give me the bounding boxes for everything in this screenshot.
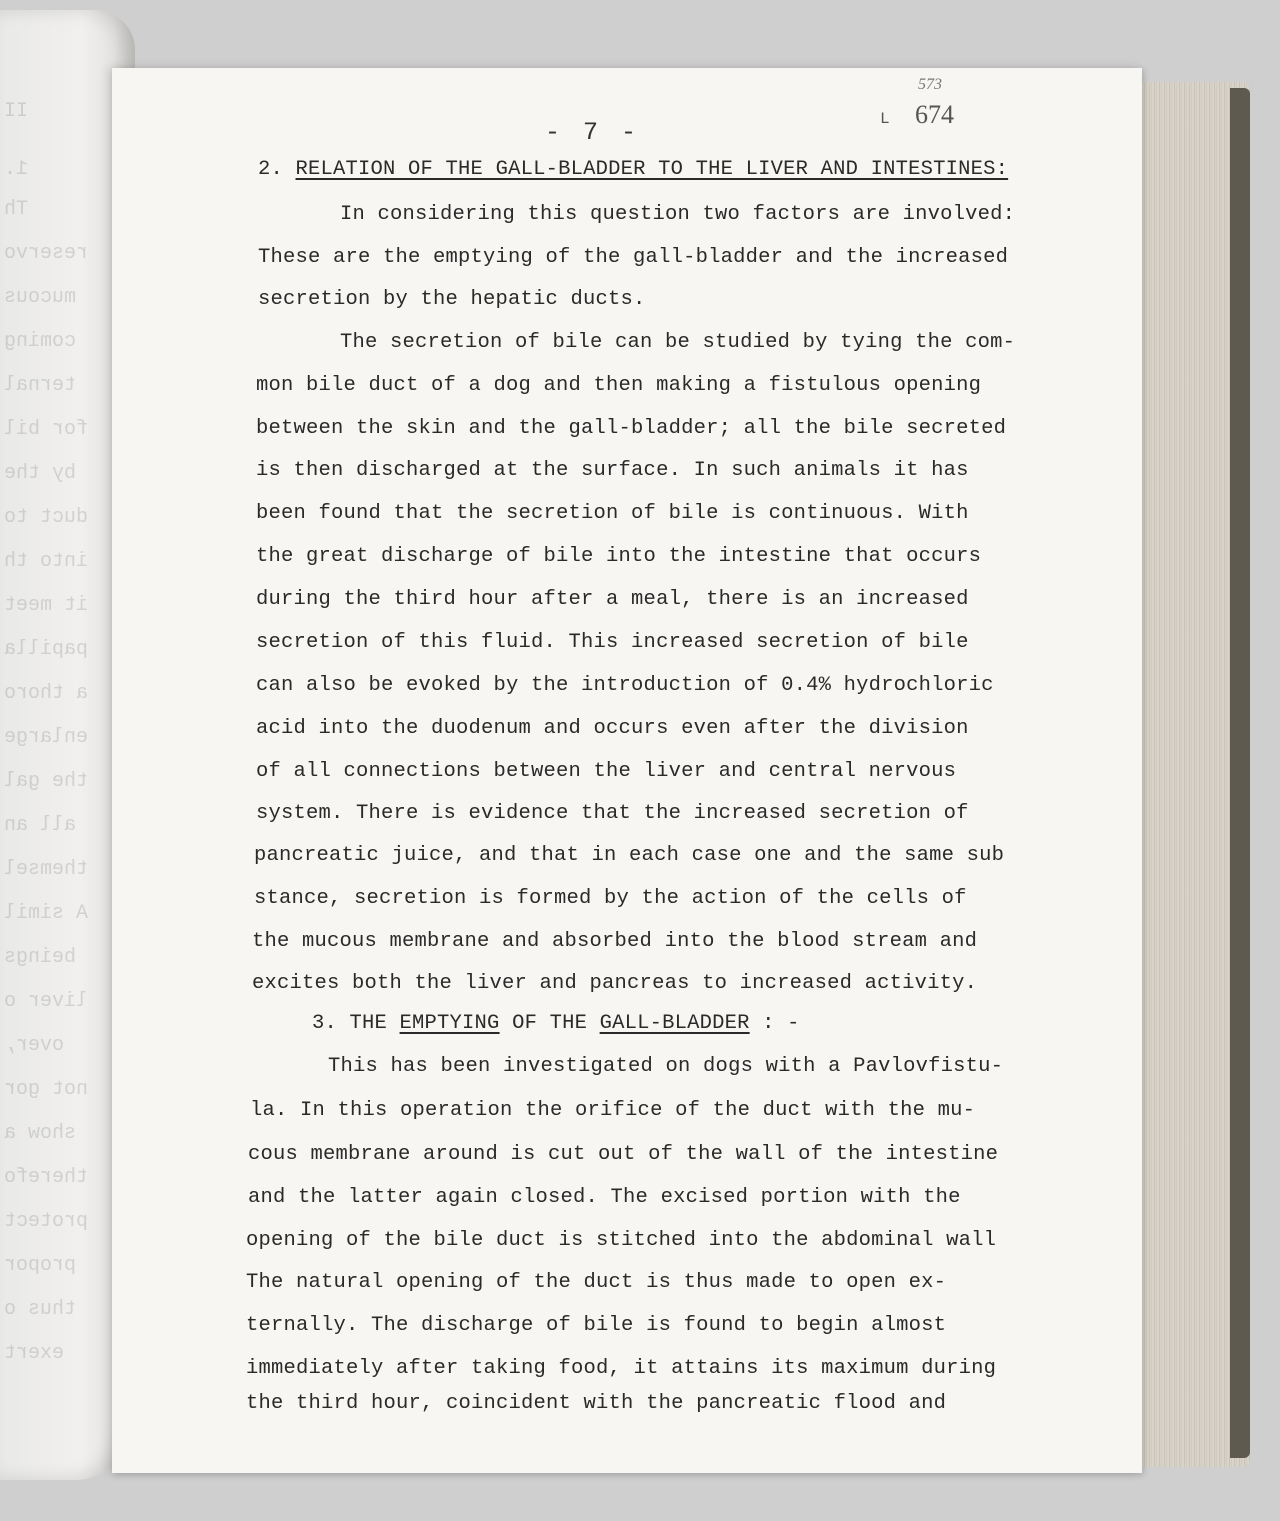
body-line: immediately after taking food, it attains its maximum during [246, 1357, 997, 1380]
body-line: These are the emptying of the gall-bladder and the increased [258, 246, 1009, 269]
body-line: cous membrane around is cut out of the wall of the intestine [248, 1143, 999, 1166]
ghost-text-line: a thoro [4, 682, 89, 705]
page-number: - 7 - [545, 118, 641, 147]
ghost-text-line: reservo [4, 242, 89, 265]
ghost-text-line: thus o [4, 1298, 77, 1321]
ghost-text-line: papilla [4, 638, 89, 661]
section-2-title: RELATION OF THE GALL-BLADDER TO THE LIVER AND INTESTINES: [295, 158, 1009, 181]
ghost-text-line: therefo [4, 1166, 89, 1189]
ghost-text-line: into th [4, 550, 89, 573]
body-line: can also be evoked by the introduction of 0.4% hydrochloric [256, 674, 994, 697]
ghost-text-line: beings [4, 946, 77, 969]
ghost-text-line: show a [4, 1122, 77, 1145]
ghost-text-line: not gor [4, 1078, 89, 1101]
body-line: mon bile duct of a dog and then making a fistulous opening [256, 374, 982, 397]
body-line: secretion of this fluid. This increased secretion of bile [256, 631, 969, 654]
ghost-text-line: protect [4, 1210, 89, 1233]
section-3-title-part: THE [349, 1012, 400, 1035]
ghost-text-line: duct to [4, 506, 89, 529]
ghost-text-line: coming [4, 330, 77, 353]
body-line: In considering this question two factors are involved: [340, 203, 1016, 226]
folio-pencil-note: 573 [918, 76, 942, 93]
body-line: la. In this operation the orifice of the duct with the mu- [250, 1099, 976, 1122]
ghost-text-line: liver o [4, 990, 89, 1013]
body-line: been found that the secretion of bile is continuous. With [256, 502, 969, 525]
body-line: The natural opening of the duct is thus made to open ex- [246, 1271, 947, 1294]
ghost-text-line: 1. [4, 158, 29, 181]
ghost-text-line: themsel [4, 858, 89, 881]
ghost-text-line: all an [4, 814, 77, 837]
ghost-text-line: it meet [4, 594, 89, 617]
body-line: This has been investigated on dogs with a Pavlovfistu- [328, 1055, 1004, 1078]
body-line: secretion by the hepatic ducts. [258, 288, 646, 311]
body-line: excites both the liver and pancreas to increased activity. [252, 972, 978, 995]
folio-number: 674 [915, 100, 954, 129]
ghost-text-line: enlarge [4, 726, 89, 749]
ghost-text-line: over, [4, 1034, 65, 1057]
ghost-text-line: Th [4, 198, 29, 221]
section-2-number: 2. [258, 158, 284, 181]
ghost-text-line: A simil [4, 902, 89, 925]
body-line: the mucous membrane and absorbed into the blood stream and [252, 930, 978, 953]
body-line: during the third hour after a meal, there is an increased [256, 588, 969, 611]
body-line: opening of the bile duct is stitched into the abdominal wall [246, 1229, 997, 1252]
body-line: The secretion of bile can be studied by tying the com- [340, 331, 1016, 354]
ghost-text-line: propor [4, 1254, 77, 1277]
ghost-text-line: exert [4, 1342, 65, 1365]
body-line: is then discharged at the surface. In such animals it has [256, 459, 969, 482]
section-3-title-underlined: EMPTYING [399, 1012, 500, 1035]
section-3-title-underlined: GALL-BLADDER [599, 1012, 750, 1035]
body-line: the great discharge of bile into the intestine that occurs [256, 545, 982, 568]
body-line: system. There is evidence that the increased secretion of [256, 802, 969, 825]
body-line: ternally. The discharge of bile is found to begin almost [246, 1314, 947, 1337]
ghost-text-line: II [4, 100, 29, 123]
body-line: and the latter again closed. The excised portion with the [248, 1186, 961, 1209]
section-3-heading [312, 1012, 800, 1035]
book-cover-edge [1230, 88, 1250, 1458]
body-line: acid into the duodenum and occurs even after the division [256, 717, 969, 740]
section-3-title-part: OF THE [499, 1012, 600, 1035]
ghost-text-line: the gal [4, 770, 89, 793]
body-line: between the skin and the gall-bladder; all the bile secreted [256, 417, 1007, 440]
section-3-title-part: : - [749, 1012, 800, 1035]
body-line: pancreatic juice, and that in each case one and the same sub [254, 844, 1005, 867]
body-line: of all connections between the liver and central nervous [256, 760, 957, 783]
folio-mark: L [880, 110, 890, 128]
section-2-heading [258, 158, 1008, 181]
body-line: stance, secretion is formed by the action of the cells of [254, 887, 967, 910]
ghost-text-line: ternal [4, 374, 77, 397]
section-3-number: 3. [312, 1012, 338, 1035]
ghost-text-line: mucous [4, 286, 77, 309]
ghost-text-line: for bil [4, 418, 89, 441]
ghost-text-line: by the [4, 462, 77, 485]
body-line: the third hour, coincident with the pancreatic flood and [246, 1392, 947, 1415]
